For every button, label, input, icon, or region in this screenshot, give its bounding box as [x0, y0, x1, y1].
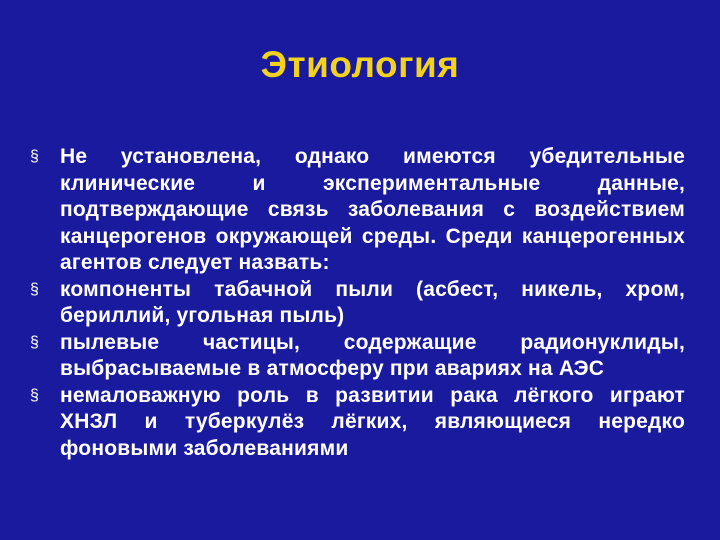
- bullet-item: [30, 330, 685, 383]
- bullet-text: компоненты табачной пыли (асбест, никель, хром, бериллий, угольная пыль): [60, 277, 685, 327]
- bullet-list: [30, 144, 685, 462]
- bullet-text: Не установлена, однако имеются убедительные клинические и экспериментальные данные, подтверждающие связь заболевания с воздействием канцерогенов окружающей среды. Среди канцерогенных агентов следует назвать:: [60, 145, 685, 274]
- bullet-marker-icon: §: [30, 333, 40, 351]
- bullet-item: [30, 277, 685, 330]
- slide-title: Этиология: [260, 44, 460, 85]
- bullet-item: [30, 144, 685, 277]
- bullet-marker-icon: §: [30, 280, 40, 298]
- bullet-text: пылевые частицы, содержащие радионуклиды, выбрасываемые в атмосферу при авариях на АЭС: [60, 330, 685, 380]
- bullet-item: [30, 383, 685, 463]
- bullet-marker-icon: §: [30, 148, 40, 165]
- bullet-marker-icon: §: [30, 386, 40, 404]
- bullet-text: немаловажную роль в развитии рака лёгкого играют ХНЗЛ и туберкулёз лёгких, являющиеся нередко фоновыми заболеваниями: [60, 383, 685, 460]
